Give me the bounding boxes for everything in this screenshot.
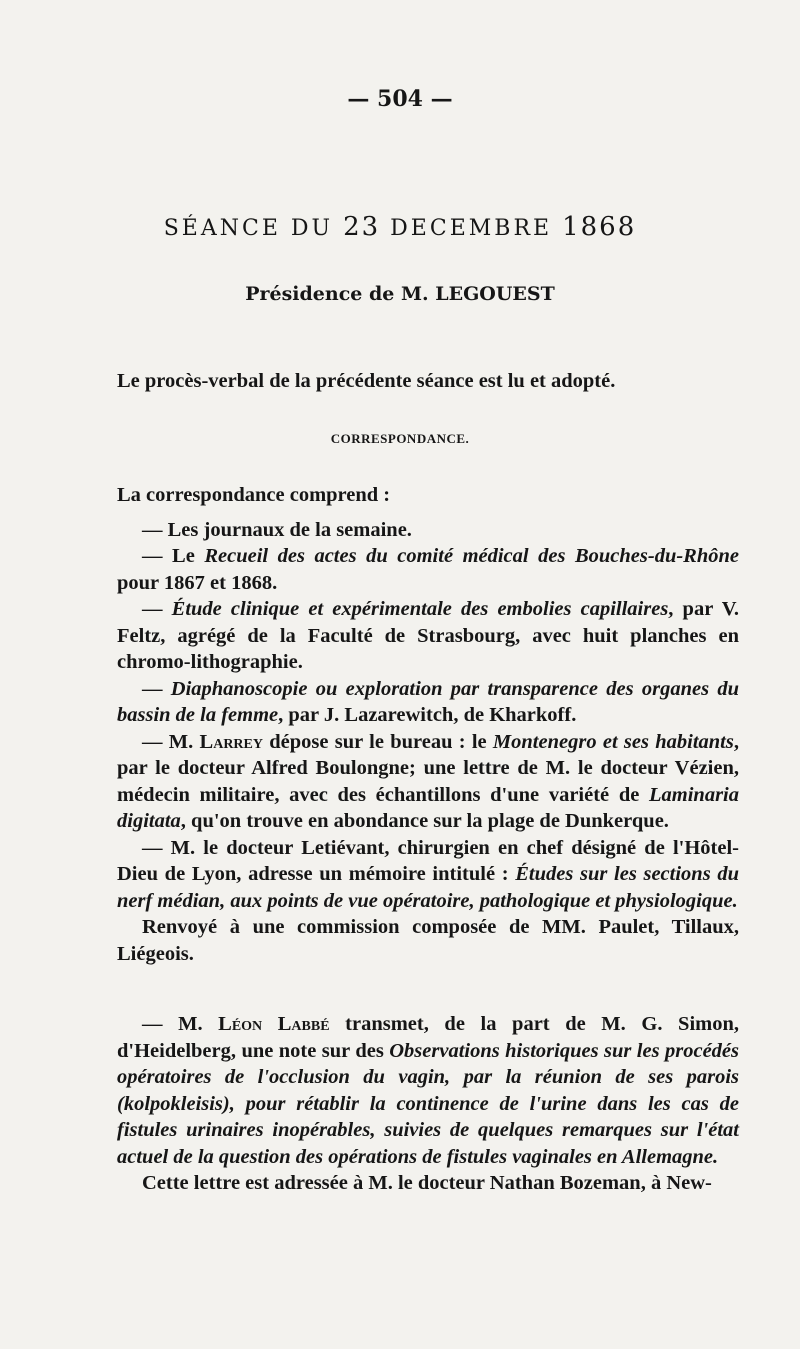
correspondance-body xyxy=(117,482,739,967)
proces-verbal-text: Le procès-verbal de la précédente séance est lu et adopté. xyxy=(117,370,616,392)
item-larrey-dash: — M. xyxy=(142,730,200,753)
item-journaux: — Les journaux de la semaine. xyxy=(142,518,412,541)
item-recueil-dash: — Le xyxy=(142,545,195,567)
item-labbe-dash: — M. xyxy=(142,1013,219,1035)
item-letievant xyxy=(117,835,739,915)
seance-year: 1868 xyxy=(562,212,637,242)
correspondance-intro: La correspondance comprend : xyxy=(117,484,391,506)
seance-title xyxy=(0,212,800,242)
seance-prefix: SÉANCE DU xyxy=(163,216,334,241)
correspondance-heading: CORRESPONDANCE. xyxy=(330,431,470,446)
labbe-section xyxy=(117,1011,739,1197)
seance-date: 23 xyxy=(343,212,381,242)
presidence-line: Présidence de M. LEGOUEST xyxy=(245,283,555,305)
item-larrey-species: Laminaria digitata xyxy=(117,783,739,832)
item-larrey-title: Montenegro et ses habitants xyxy=(492,730,734,753)
item-larrey xyxy=(117,729,739,835)
item-etude-dash: — xyxy=(142,598,172,620)
item-etude xyxy=(117,596,739,676)
item-letievant-text: — M. le docteur Letiévant, chirurgien en chef désigné de l'Hôtel-Dieu de Lyon, adresse un mémoire intitulé : xyxy=(117,836,739,885)
seance-month: DECEMBRE xyxy=(390,216,553,241)
item-labbe-text: transmet, de la part de M. G. Simon, d'Heidelberg, une note sur des xyxy=(117,1013,739,1062)
item-letievant-title: Études sur les sections du nerf médian, aux points de vue opératoire, pathologique et physiologique. xyxy=(117,863,739,912)
item-larrey-text3: , qu'on trouve en abondance sur la plage de Dunkerque. xyxy=(180,810,669,832)
item-larrey-text1: dépose sur le bureau : le xyxy=(262,730,493,753)
item-diapha-dash: — xyxy=(142,677,171,700)
item-recueil xyxy=(117,543,739,596)
item-labbe-name: Léon Labbé xyxy=(218,1013,330,1035)
item-diapha-title: Diaphanoscopie ou exploration par transparence des organes du bassin de la femme xyxy=(117,677,740,726)
item-recueil-years: pour 1867 et 1868. xyxy=(117,571,278,594)
item-etude-author: , par V. Feltz, agrégé de la Faculté de Strasbourg, avec huit planches en chromo-lithographie. xyxy=(117,598,739,673)
item-larrey-name: Larrey xyxy=(199,730,263,753)
item-diaphanoscopie xyxy=(117,676,739,729)
page-number: — 504 — xyxy=(347,86,453,112)
item-lettre: Cette lettre est adressée à M. le docteur Nathan Bozeman, à New- xyxy=(142,1172,712,1194)
item-recueil-title: Recueil des actes du comité médical des Bouches-du-Rhône xyxy=(204,545,739,567)
item-diapha-author: , par J. Lazarewitch, de Kharkoff. xyxy=(278,704,577,726)
item-renvoye: Renvoyé à une commission composée de MM. Paulet, Tillaux, Liégeois. xyxy=(117,916,739,965)
item-larrey-text2: , par le docteur Alfred Boulongne; une lettre de M. le docteur Vézien, médecin militaire, avec des échantillons d'une variété de xyxy=(117,730,739,806)
item-labbe xyxy=(117,1011,739,1170)
item-labbe-title: Observations historiques sur les procédés opératoires de l'occlusion du vagin, par la réunion de ses parois (kolpokleisis), pour rétablir la continence de l'urine dans les cas de fistules urinaires inopérables, suivies de quelques remarques sur l'état actuel de la question des opérations de fistules vaginales en Allemagne. xyxy=(117,1039,739,1168)
proces-verbal-paragraph xyxy=(117,368,739,395)
item-etude-title: Étude clinique et expérimentale des embolies capillaires xyxy=(171,598,669,620)
